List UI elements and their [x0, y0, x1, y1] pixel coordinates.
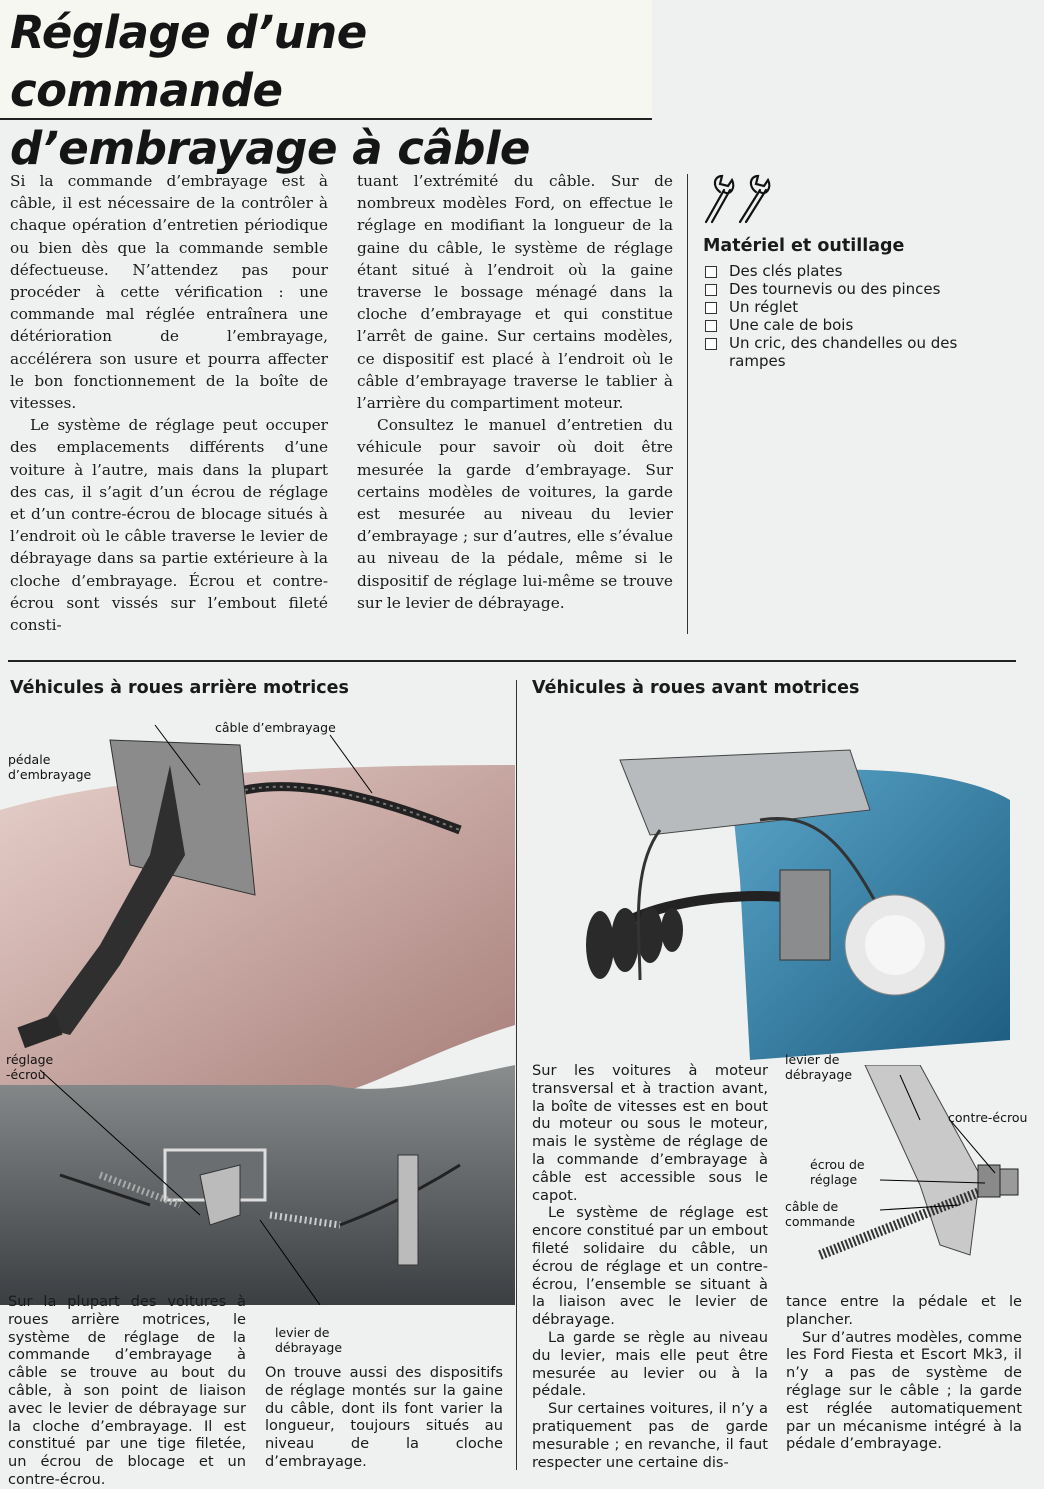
front-paragraph: Le système de réglage est encore constitué par un embout fileté solidaire du câble, un écrou de réglage et un contre-écrou, l’ensemble se situant à la liaison avec le levier de débrayage.: [532, 1204, 768, 1329]
tool-item: [703, 280, 1003, 298]
front-paragraph: Sur les voitures à moteur transversal et à traction avant, la boîte de vitesses est en bout du moteur ou sous le moteur, mais le système de réglage de la commande d’embrayage à câble est accessible sous le capot.: [532, 1062, 768, 1204]
label-adjust-nut: écrou de réglage: [810, 1157, 865, 1187]
tool-item: [703, 262, 1003, 280]
intro-column-2: [357, 170, 673, 614]
label-lever: levier de débrayage: [275, 1325, 343, 1355]
column-divider: [687, 174, 688, 634]
label-front-lever: levier de débrayage: [785, 1052, 853, 1082]
intro-paragraph: tuant l’extrémité du câble. Sur de nombreux modèles Ford, on effectue le réglage en modifiant la longueur de la gaine du câble, le système de réglage étant situé à l’endroit où la gaine traverse le bossage ménagé dans la cloche d’embrayage et qui constitue l’arrêt de gaine. Sur certains modèles, ce dispositif est placé à l’endroit où le câble d’embrayage traverse le tablier à l’arrière du compartiment moteur.: [357, 172, 673, 413]
checkbox-icon[interactable]: [705, 266, 717, 278]
checkbox-icon[interactable]: [705, 302, 717, 314]
label-cable: câble d’embrayage: [215, 720, 336, 735]
label-pedal: pédale d’embrayage: [8, 752, 92, 782]
front-section-heading: Véhicules à roues avant motrices: [532, 678, 860, 698]
tool-item: [703, 316, 1003, 334]
front-text-col1: [532, 1062, 768, 1471]
label-adjust: réglage -écrou: [6, 1052, 54, 1082]
title-line-1: Réglage d’une commande: [10, 6, 367, 117]
tool-item-label: Une cale de bois: [729, 316, 854, 334]
tool-item: [703, 334, 1003, 370]
checkbox-icon[interactable]: [705, 320, 717, 332]
rear-paragraph: On trouve aussi des dispositifs de réglage montés sur la gaine du câble, dont ils font varier la longueur, toujours situés au niveau de la cloche d’embrayage.: [265, 1364, 503, 1470]
title-line-2: d’embrayage à câble: [10, 122, 530, 175]
page-title: [10, 4, 650, 178]
tool-item-label: Des clés plates: [729, 262, 843, 280]
tools-heading: Matériel et outillage: [703, 236, 905, 256]
intro-column-1: [10, 170, 328, 636]
rear-section-heading: Véhicules à roues arrière motrices: [10, 678, 349, 698]
label-lock-nut: contre-écrou: [948, 1110, 1028, 1125]
rear-text-left: [8, 1293, 246, 1489]
wrench-icon: [700, 172, 790, 224]
tool-item: [703, 298, 1003, 316]
front-clutch-illustration: [490, 740, 1044, 1060]
rear-clutch-illustration: [0, 705, 515, 1305]
front-paragraph: tance entre la pédale et le plancher.: [786, 1293, 1022, 1328]
tool-item-label: Un réglet: [729, 298, 799, 316]
rear-paragraph: Sur la plupart des voitures à roues arrière motrices, le système de réglage de la commande d’embrayage à câble se trouve au bout du câble, à son point de liaison avec le levier de débrayage sur la cloche d’embrayage. Il est constitué par une tige filetée, un écrou de blocage et un contre-écrou.: [8, 1293, 246, 1488]
front-text-col2: [786, 1293, 1022, 1453]
tools-list: [703, 262, 1003, 370]
intro-paragraph: Si la commande d’embrayage est à câble, il est nécessaire de la contrôler à chaque opération d’entretien périodique ou bien dès que la commande semble défectueuse. N’attendez pas pour procéder à cette vérification : une commande mal réglée entraînera une détérioration de l’embrayage, accélérera son usure et pourra affecter le bon fonctionnement de la boîte de vitesses.: [10, 172, 328, 413]
tool-item-label: Des tournevis ou des pinces: [729, 280, 941, 298]
rear-text-right: [265, 1364, 503, 1471]
section-divider: [8, 660, 1016, 662]
label-control-cable: câble de commande: [785, 1199, 856, 1229]
front-paragraph: Sur d’autres modèles, comme les Ford Fiesta et Escort Mk3, il n’y a pas de système de réglage sur le câble ; la garde est réglée automatiquement par un mécanisme intégré à la pédale d’embrayage.: [786, 1328, 1022, 1453]
intro-paragraph: Consultez le manuel d’entretien du véhicule pour savoir où doit être mesurée la garde d’embrayage. Sur certains modèles de voitures, la garde est mesurée au niveau du levier d’embrayage ; sur d’autres, elle s’évalue au niveau de la pédale, même si le dispositif de réglage lui-même se trouve sur le levier de débrayage.: [357, 416, 673, 612]
checkbox-icon[interactable]: [705, 338, 717, 350]
tool-item-label: Un cric, des chandelles ou des rampes: [729, 334, 958, 370]
checkbox-icon[interactable]: [705, 284, 717, 296]
front-paragraph: Sur certaines voitures, il n’y a pratiquement pas de garde mesurable ; en revanche, il faut respecter une certaine dis-: [532, 1400, 768, 1471]
front-paragraph: La garde se règle au niveau du levier, mais elle peut être mesurée au levier ou à la pédale.: [532, 1328, 768, 1400]
intro-paragraph: Le système de réglage peut occuper des emplacements différents d’une voiture à l’autre, mais dans la plupart des cas, il s’agit d’un écrou de réglage et d’un contre-écrou de blocage situés à l’endroit où le câble traverse le levier de débrayage dans sa partie extérieure à la cloche d’embrayage. Écrou et contre-écrou sont vissés sur l’embout fileté consti-: [10, 416, 328, 635]
